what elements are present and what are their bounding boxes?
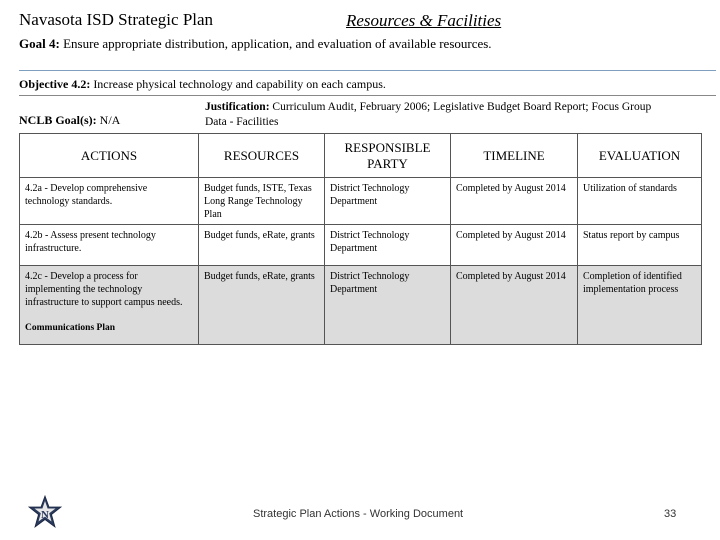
resources-cell: Budget funds, eRate, grants (199, 225, 325, 266)
party-cell: District Technology Department (325, 178, 451, 225)
column-header-resources: RESOURCES (199, 134, 325, 178)
action-plan-table (19, 133, 702, 345)
star-logo-icon (28, 495, 62, 529)
evaluation-cell: Completion of identified implementation process (578, 266, 702, 345)
divider (19, 70, 716, 71)
objective-label: Objective 4.2: (19, 77, 91, 91)
action-cell (20, 266, 199, 345)
column-header-responsible-party: RESPONSIBLE PARTY (325, 134, 451, 178)
action-text: 4.2c - Develop a process for implementing the technology infrastructure to support campus needs. (25, 271, 183, 308)
timeline-cell: Completed by August 2014 (451, 178, 578, 225)
plan-title: Navasota ISD Strategic Plan (19, 10, 214, 29)
party-cell: District Technology Department (325, 266, 451, 345)
page-number: 33 (664, 508, 677, 520)
table-header-row (20, 134, 702, 178)
timeline-cell: Completed by August 2014 (451, 225, 578, 266)
section-title: Resources & Facilities (346, 11, 502, 30)
party-cell: District Technology Department (325, 225, 451, 266)
communications-plan-label: Communications Plan (25, 323, 115, 333)
timeline-cell: Completed by August 2014 (451, 266, 578, 345)
footer-text: Strategic Plan Actions - Working Document (253, 508, 464, 520)
table-row (20, 225, 702, 266)
column-header-timeline: TIMELINE (451, 134, 578, 178)
justification-text: Curriculum Audit, February 2006; Legislative Budget Board Report; Focus Group Data - Facilities (205, 101, 652, 128)
resources-cell: Budget funds, eRate, grants (199, 266, 325, 345)
nclb-line (19, 113, 120, 128)
goal-text: Ensure appropriate distribution, application, and evaluation of available resources. (63, 36, 492, 51)
objective-text: Increase physical technology and capability on each campus. (93, 77, 386, 91)
resources-cell: Budget funds, ISTE, Texas Long Range Technology Plan (199, 178, 325, 225)
logo-letter: N (41, 509, 49, 521)
action-cell: 4.2a - Develop comprehensive technology standards. (20, 178, 199, 225)
column-header-evaluation: EVALUATION (578, 134, 702, 178)
column-header-actions: ACTIONS (20, 134, 199, 178)
table-row (20, 266, 702, 345)
goal-line (19, 36, 492, 52)
evaluation-cell: Utilization of standards (578, 178, 702, 225)
table-row (20, 178, 702, 225)
evaluation-cell: Status report by campus (578, 225, 702, 266)
justification-label: Justification: (205, 101, 270, 113)
objective-line (19, 77, 386, 92)
goal-label: Goal 4: (19, 36, 60, 51)
justification (205, 100, 675, 130)
nclb-label: NCLB Goal(s): (19, 113, 97, 127)
divider (19, 95, 716, 96)
action-cell: 4.2b - Assess present technology infrastructure. (20, 225, 199, 266)
nclb-value: N/A (99, 113, 121, 127)
